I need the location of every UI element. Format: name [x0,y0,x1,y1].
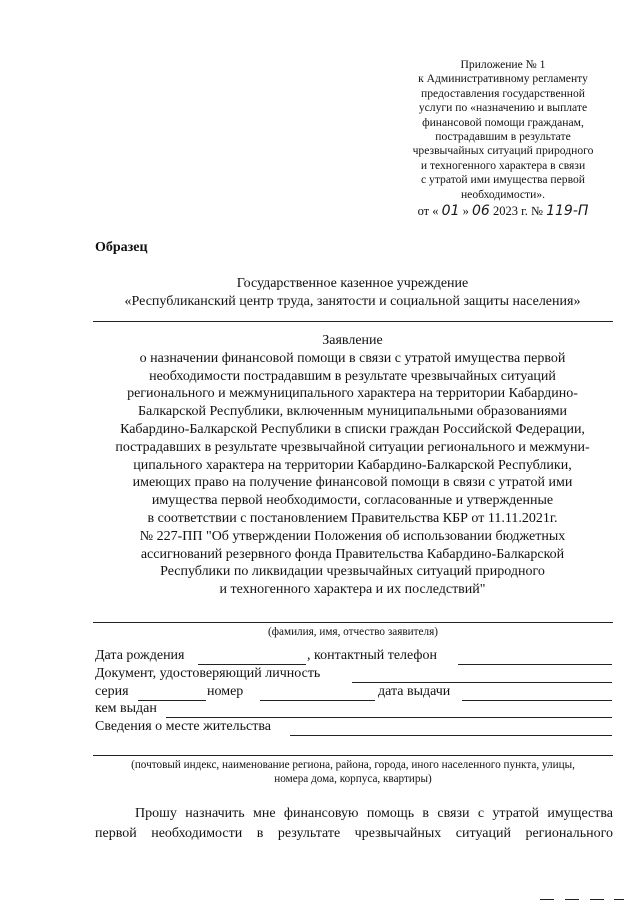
birth-date-label: Дата рождения [95,648,185,663]
number-input-line[interactable] [260,700,375,701]
annex-line: предоставления государственной [421,86,585,100]
statement-line: необходимости пострадавшим в результате чрезвычайных ситуаций [149,368,556,384]
scan-artifact-dash [540,899,554,900]
statement-line: и техногенного характера и их последствий" [219,582,486,598]
fio-input-line[interactable] [93,622,613,623]
statement-title [80,332,625,599]
statement-line: пострадавших в результате чрезвычайной ситуации регионального и межмуни- [115,439,590,455]
id-document-input-line[interactable] [352,682,612,683]
statement-line: о назначении финансовой помощи в связи с утратой имущества первой [139,350,566,366]
statement-line: Балкарской Республики, включенным муниципальными образованиями [137,404,567,420]
annex-line: услуги по «назначению и выплате [418,101,588,115]
annex-line: пострадавшим в результате [435,130,571,144]
statement-line: в соответствии с постановлением Правительства КБР от 11.11.2021г. [147,510,558,526]
issue-date-label: дата выдачи [378,684,451,699]
annex-date-line [388,204,618,218]
annex-line: необходимости». [460,187,546,201]
number-label: номер [207,684,244,699]
residence-input-line[interactable] [290,735,612,736]
address-input-line[interactable] [93,755,613,756]
annex-line: и техногенного характера в связи [420,158,586,172]
series-label: серия [95,684,129,699]
annex-line: чрезвычайных ситуаций природного [412,144,594,158]
annex-line: финансовой помощи гражданам, [422,115,584,129]
annex-line: Приложение № 1 [460,58,546,71]
address-caption-line-2: номера дома, корпуса, квартиры) [274,773,432,785]
statement-line: имущества первой необходимости, согласованные и утвержденные [151,493,554,509]
date-day-handwritten: 01 [441,203,460,220]
statement-line: ципального характера на территории Кабардино-Балкарской Республики, [133,457,572,473]
annex-line: к Административному регламенту [418,72,588,86]
date-prefix: от « [417,204,439,219]
statement-heading: Заявление [322,333,383,348]
birth-date-input-line[interactable] [198,664,306,665]
date-mid: » [462,204,469,219]
statement-line: Кабардино-Балкарской Республики в списки граждан Российской Федерации, [120,421,585,437]
fio-caption: (фамилия, имя, отчество заявителя) [268,626,438,638]
request-line-1: Прошу назначить мне финансовую помощь в связи с утратой имущества [135,806,613,821]
id-document-label: Документ, удостоверяющий личность [95,666,321,681]
address-caption-line-1: (почтовый индекс, наименование региона, района, города, иного населенного пункта, улицы, [131,759,575,771]
phone-input-line[interactable] [458,664,612,665]
request-line-2: первой необходимости в результате чрезвычайных ситуаций регионального [95,826,613,841]
organization-underline [93,321,613,322]
organization-line-2: «Республиканский центр труда, занятости и социальной защиты населения» [124,294,581,309]
statement-line: имеющих право на получение финансовой помощи в связи с утратой ими [132,475,573,491]
annex-line: с утратой ими имущества первой [421,173,585,187]
statement-line: ассигнований резервного фонда Правительства Кабардино-Балкарской [140,546,565,562]
date-month-handwritten: 06 [471,203,490,220]
order-number-handwritten: 119-П [546,203,589,220]
phone-label: , контактный телефон [307,648,437,663]
request-paragraph [95,804,613,844]
sample-label: Образец [95,240,148,255]
annex-header [388,58,618,218]
issued-by-input-line[interactable] [166,717,612,718]
issue-date-input-line[interactable] [462,700,612,701]
scan-artifact-dash [614,899,624,900]
statement-line: Республики по ликвидации чрезвычайных ситуаций природного [160,564,545,580]
issued-by-label: кем выдан [95,701,157,716]
statement-line: регионального и межмуниципального характера на территории Кабардино- [127,386,578,402]
scan-artifact-dash [565,899,579,900]
residence-label: Сведения о месте жительства [95,719,271,734]
date-year: 2023 г. № [492,204,543,219]
statement-line: № 227-ПП "Об утверждении Положения об использовании бюджетных [139,528,566,544]
scan-artifact-dash [590,899,604,900]
organization-line-1: Государственное казенное учреждение [236,276,469,291]
